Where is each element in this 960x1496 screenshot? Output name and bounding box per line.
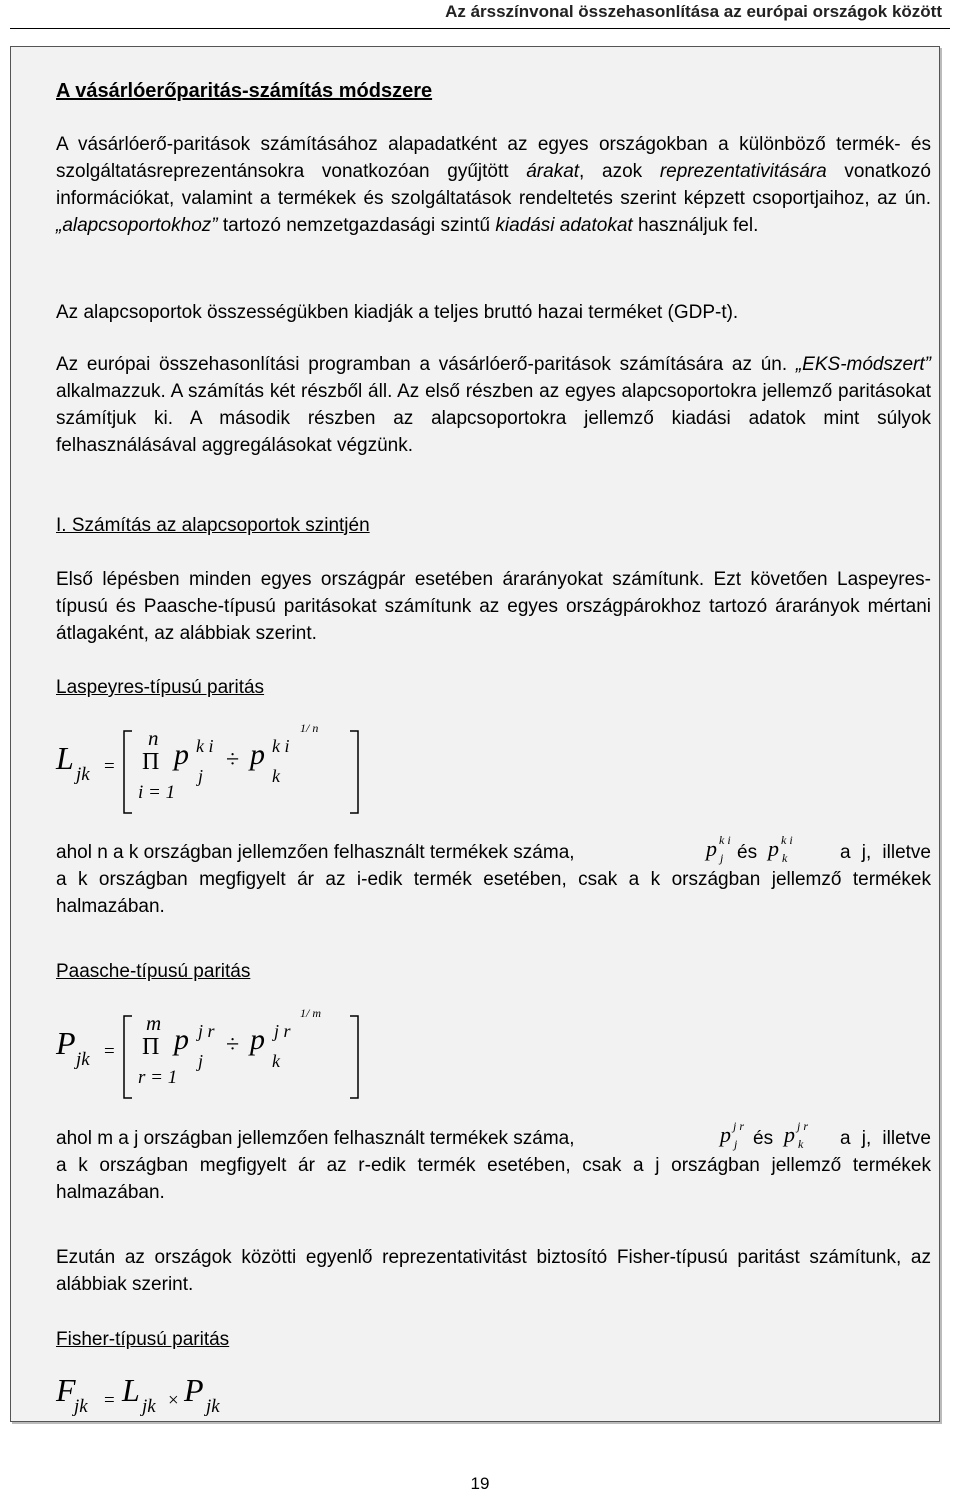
formula-lhs: P bbox=[56, 1025, 76, 1061]
inline-p: p bbox=[720, 1122, 731, 1147]
formula-equals: = bbox=[104, 756, 115, 777]
formula-upper-limit: m bbox=[146, 1011, 162, 1035]
formula-sup: j r bbox=[274, 1021, 291, 1041]
formula-sup: k i bbox=[272, 736, 290, 756]
italic-text: kiadási adatokat bbox=[495, 215, 633, 236]
laspeyres-explanation bbox=[56, 831, 931, 915]
inline-sup: k i bbox=[719, 833, 731, 847]
formula-lhs: L bbox=[56, 740, 74, 776]
inline-sub: k bbox=[798, 1137, 804, 1151]
paasche-heading: Paasche-típusú paritás bbox=[56, 961, 251, 982]
text: A vásárlóerő-paritások számításához alapadatként az egyes országokban a különböző termék- és szolgáltatásreprezentánsokra vonatkozóan gyűjtött bbox=[56, 134, 931, 182]
formula-divide: ÷ bbox=[226, 747, 240, 773]
running-header: Az ársszínvonal összehasonlítása az európai országok között bbox=[445, 2, 942, 21]
formula-sup: k i bbox=[196, 736, 214, 756]
inline-p: p bbox=[768, 836, 779, 861]
text: és bbox=[737, 842, 758, 863]
fisher-formula bbox=[56, 1373, 316, 1423]
italic-text: reprezentativitására bbox=[659, 161, 827, 182]
text: tartozó nemzetgazdasági szintű bbox=[217, 215, 496, 236]
formula-sub: k bbox=[272, 1051, 280, 1071]
formula-factor: L bbox=[122, 1372, 140, 1408]
text: használjuk fel. bbox=[632, 215, 759, 236]
inline-sub: k bbox=[782, 851, 788, 865]
content-box bbox=[10, 46, 940, 1422]
formula-upper-limit: n bbox=[148, 726, 159, 750]
page-number: 19 bbox=[470, 1474, 490, 1493]
formula-lhs: F bbox=[56, 1372, 76, 1408]
formula-p: p bbox=[250, 1023, 265, 1056]
text: és bbox=[753, 1128, 774, 1149]
formula-product-symbol: Π bbox=[142, 1034, 160, 1060]
italic-text: „alapcsoportokhoz” bbox=[56, 215, 218, 236]
formula-sup: j r bbox=[198, 1021, 215, 1041]
text: ahol m a j országban jellemzően felhasznált termékek száma, bbox=[56, 1128, 575, 1149]
paasche-formula bbox=[56, 1006, 356, 1102]
paragraph-3 bbox=[56, 351, 931, 459]
formula-times: × bbox=[168, 1390, 179, 1411]
text: vonatkozó információkat, valamint a termékek és szolgáltatások rendeltetés szerint képzett csoportjaihoz, az ún. bbox=[56, 161, 931, 209]
formula-lhs-sub: jk bbox=[74, 1396, 88, 1417]
inline-sup: j r bbox=[797, 1119, 809, 1133]
italic-text: „EKS-módszert” bbox=[795, 354, 931, 375]
section-title: A vásárlóerőparitás-számítás módszere bbox=[56, 80, 433, 102]
formula-sub: j bbox=[198, 1051, 204, 1071]
formula-lhs-sub: jk bbox=[76, 1049, 90, 1070]
inline-p: p bbox=[706, 836, 717, 861]
header-rule bbox=[10, 28, 950, 29]
formula-factor-sub: jk bbox=[142, 1396, 156, 1417]
paragraph-5: Ezután az országok közötti egyenlő reprezentativitást biztosító Fisher-típusú paritást számítunk, az alábbiak szerint. bbox=[56, 1247, 931, 1295]
italic-text: árakat bbox=[526, 161, 580, 182]
formula-factor-sub: jk bbox=[206, 1396, 220, 1417]
text: Az európai összehasonlítási programban a vásárlóerő-paritások számítására az ún. bbox=[56, 354, 796, 375]
laspeyres-heading: Laspeyres-típusú paritás bbox=[56, 677, 265, 698]
paragraph-1 bbox=[56, 131, 931, 239]
laspeyres-formula bbox=[56, 721, 356, 817]
formula-exponent: 1/ m bbox=[300, 1006, 321, 1020]
formula-p: p bbox=[174, 1023, 189, 1056]
formula-p: p bbox=[174, 738, 189, 771]
subheading: I. Számítás az alapcsoportok szintjén bbox=[56, 515, 370, 536]
formula-exponent: 1/ n bbox=[300, 721, 319, 735]
formula-p: p bbox=[250, 738, 265, 771]
formula-lhs-sub: jk bbox=[76, 764, 90, 785]
inline-sup: j r bbox=[733, 1119, 745, 1133]
text: ahol n a k országban jellemzően felhasznált termékek száma, bbox=[56, 842, 575, 863]
formula-product-symbol: Π bbox=[142, 749, 160, 775]
formula-equals: = bbox=[104, 1041, 115, 1062]
paragraph-2: Az alapcsoportok összességükben kiadják a teljes bruttó hazai terméket (GDP-t). bbox=[56, 302, 739, 323]
formula-lower-limit: r = 1 bbox=[138, 1067, 178, 1088]
formula-divide: ÷ bbox=[226, 1032, 240, 1058]
text: a j, illetve a k országban megfigyelt ár az i-edik termék esetében, csak a k országban jellemző termékek halmazában. bbox=[56, 842, 931, 917]
formula-lower-limit: i = 1 bbox=[138, 782, 176, 803]
fisher-heading: Fisher-típusú paritás bbox=[56, 1329, 230, 1350]
formula-equals: = bbox=[104, 1390, 115, 1411]
paasche-explanation bbox=[56, 1117, 931, 1201]
text: , azok bbox=[579, 161, 660, 182]
text: a j, illetve a k országban megfigyelt ár az r-edik termék esetében, csak a j országban jellemző termékek halmazában. bbox=[56, 1128, 931, 1203]
inline-sub: j bbox=[734, 1137, 738, 1151]
text: alkalmazzuk. A számítás két részből áll. Az első részben az egyes alapcsoportokra jellemző paritásokat számítjuk ki. A második részben az alapcsoportokra jellemző kiadási adatok mint súlyok felhasználásával aggregálásokat végzünk. bbox=[56, 381, 931, 456]
inline-p: p bbox=[784, 1122, 795, 1147]
formula-sub: k bbox=[272, 766, 280, 786]
inline-sup: k i bbox=[781, 833, 793, 847]
formula-sub: j bbox=[198, 766, 204, 786]
inline-sub: j bbox=[720, 851, 724, 865]
paragraph-4: Első lépésben minden egyes országpár esetében árarányokat számítunk. Ezt követően Laspeyres-típusú és Paasche-típusú paritásokat számítunk az egyes országpárokhoz tartozó árarányok mértani átlagaként, az alábbiak szerint. bbox=[56, 569, 931, 644]
formula-factor: P bbox=[184, 1372, 204, 1408]
